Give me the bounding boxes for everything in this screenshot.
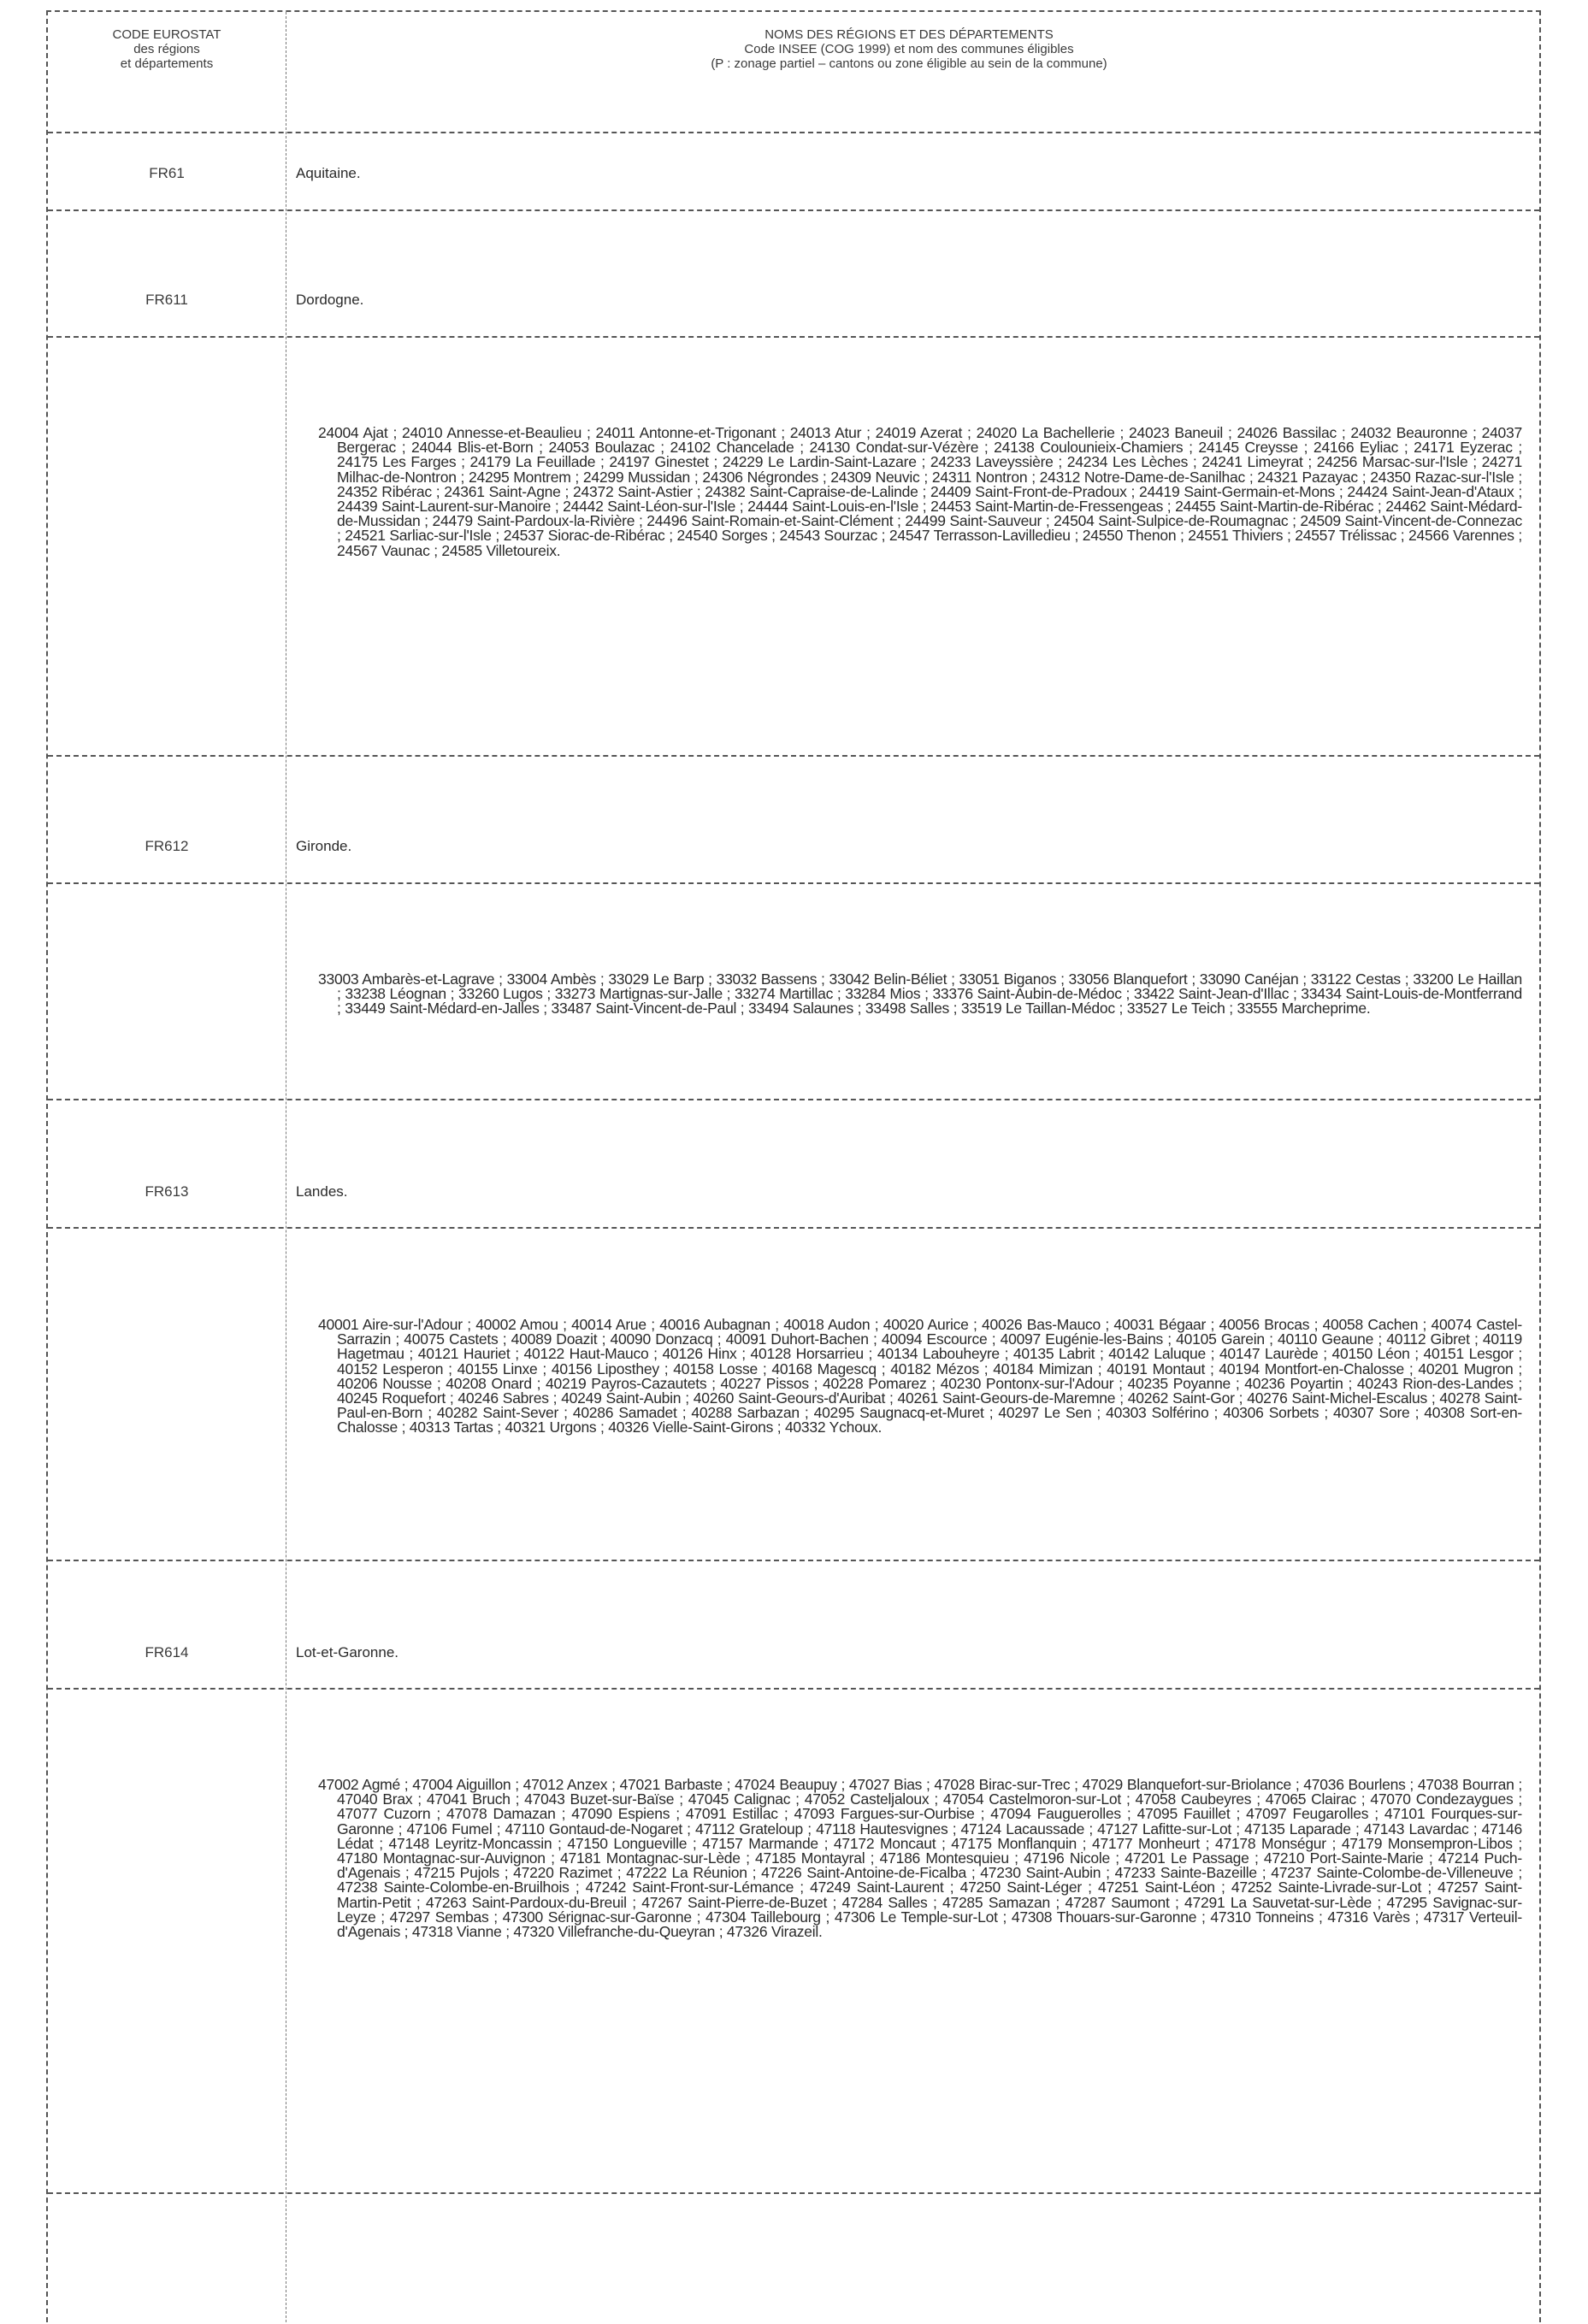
table-row bbox=[48, 1099, 1539, 1229]
regions-table bbox=[46, 10, 1541, 2322]
table-row bbox=[48, 336, 1539, 757]
name-column-header bbox=[296, 27, 1522, 71]
table-row bbox=[48, 1560, 1539, 1690]
table-row bbox=[48, 1227, 1539, 1561]
table-header-row bbox=[48, 12, 1539, 133]
table-row bbox=[48, 882, 1539, 1100]
communes-list: 40001 Aire-sur-l'Adour ; 40002 Amou ; 40014 Arue ; 40016 Aubagnan ; 40018 Audon ; 40020 Aurice ; 40026 Bas-Mauco ; 40031 Bégaar ; 40056 Brocas ; 40058 Cachen ; 40074 Castel-Sarrazin ; 40075 Castets ; 40089 Doazit ; 40090 Donzacq ; 40091 Duhort-Bachen ; 40094 Escource ; 40097 Eugénie-les-Bains ; 40105 Garein ; 40110 Geaune ; 40112 Gibret ; 40119 Hagetmau ; 40121 Hauriet ; 40122 Haut-Mauco ; 40126 Hinx ; 40128 Horsarrieu ; 40134 Labouheyre ; 40135 Labrit ; 40142 Laluque ; 40147 Laurède ; 40150 Léon ; 40151 Lesgor ; 40152 Lesperon ; 40155 Linxe ; 40156 Liposthey ; 40158 Losse ; 40168 Magescq ; 40182 Mézos ; 40184 Mimizan ; 40191 Montaut ; 40194 Montfort-en-Chalosse ; 40201 Mugron ; 40206 Nousse ; 40208 Onard ; 40219 Payros-Cazautets ; 40227 Pissos ; 40228 Pomarez ; 40230 Pontonx-sur-l'Adour ; 40235 Poyanne ; 40236 Poyartin ; 40243 Rion-des-Landes ; 40245 Roquefort ; 40246 Sabres ; 40249 Saint-Aubin ; 40260 Saint-Geours-d'Auribat ; 40261 Saint-Geours-de-Maremne ; 40262 Saint-Gor ; 40276 Saint-Michel-Escalus ; 40278 Saint-Paul-en-Born ; 40282 Saint-Sever ; 40286 Samadet ; 40288 Sarbazan ; 40295 Saugnacq-et-Muret ; 40297 Le Sen ; 40303 Solférino ; 40306 Sorbets ; 40307 Sore ; 40308 Sort-en-Chalosse ; 40313 Tartas ; 40321 Urgons ; 40326 Vielle-Saint-Girons ; 40332 Ychoux. bbox=[318, 1316, 1522, 1436]
department-code: FR614 bbox=[145, 1644, 189, 1660]
department-code: FR613 bbox=[145, 1183, 189, 1200]
table-row bbox=[48, 1688, 1539, 2194]
department-name: Lot-et-Garonne. bbox=[296, 1644, 399, 1660]
code-column-header bbox=[48, 27, 286, 71]
name-header-line-3: (P : zonage partiel – cantons ou zone éligible au sein de la commune) bbox=[711, 56, 1107, 71]
region-code: FR61 bbox=[149, 165, 185, 181]
department-name: Gironde. bbox=[296, 838, 352, 854]
table-row bbox=[48, 2192, 1539, 2324]
communes-list: 33003 Ambarès-et-Lagrave ; 33004 Ambès ; 33029 Le Barp ; 33032 Bassens ; 33042 Belin-Béliet ; 33051 Biganos ; 33056 Blanquefort ; 33090 Canéjan ; 33122 Cestas ; 33200 Le Haillan ; 33238 Léognan ; 33260 Lugos ; 33273 Martignas-sur-Jalle ; 33274 Martillac ; 33284 Mios ; 33376 Saint-Aubin-de-Médoc ; 33422 Saint-Jean-d'Illac ; 33434 Saint-Louis-de-Montferrand ; 33449 Saint-Médard-en-Jalles ; 33487 Saint-Vincent-de-Paul ; 33494 Salaunes ; 33498 Salles ; 33519 Le Taillan-Médoc ; 33527 Le Teich ; 33555 Marcheprime. bbox=[318, 970, 1522, 1017]
communes-list: 47002 Agmé ; 47004 Aiguillon ; 47012 Anzex ; 47021 Barbaste ; 47024 Beaupuy ; 47027 Bias ; 47028 Birac-sur-Trec ; 47029 Blanquefort-sur-Briolance ; 47036 Bourlens ; 47038 Bourran ; 47040 Brax ; 47041 Bruch ; 47043 Buzet-sur-Baïse ; 47045 Calignac ; 47052 Casteljaloux ; 47054 Castelmoron-sur-Lot ; 47058 Caubeyres ; 47065 Clairac ; 47070 Condezaygues ; 47077 Cuzorn ; 47078 Damazan ; 47090 Espiens ; 47091 Estillac ; 47093 Fargues-sur-Ourbise ; 47094 Fauguerolles ; 47095 Fauillet ; 47097 Feugarolles ; 47101 Fourques-sur-Garonne ; 47106 Fumel ; 47110 Gontaud-de-Nogaret ; 47112 Grateloup ; 47118 Hautesvignes ; 47124 Lacaussade ; 47127 Lafitte-sur-Lot ; 47135 Laparade ; 47143 Lavardac ; 47146 Lédat ; 47148 Leyritz-Moncassin ; 47150 Longueville ; 47157 Marmande ; 47172 Moncaut ; 47175 Monflanquin ; 47177 Monheurt ; 47178 Monségur ; 47179 Monsempron-Libos ; 47180 Montagnac-sur-Auvignon ; 47181 Montagnac-sur-Lède ; 47185 Montayral ; 47186 Montesquieu ; 47196 Nicole ; 47201 Le Passage ; 47210 Port-Sainte-Marie ; 47214 Puch-d'Agenais ; 47215 Pujols ; 47220 Razimet ; 47222 La Réunion ; 47226 Saint-Antoine-de-Ficalba ; 47230 Saint-Aubin ; 47233 Sainte-Bazeille ; 47237 Sainte-Colombe-de-Villeneuve ; 47238 Sainte-Colombe-en-Bruilhois ; 47242 Saint-Front-sur-Lémance ; 47249 Saint-Laurent ; 47250 Saint-Léger ; 47251 Saint-Léon ; 47252 Sainte-Livrade-sur-Lot ; 47257 Saint-Martin-Petit ; 47263 Saint-Pardoux-du-Breuil ; 47267 Saint-Pierre-de-Buzet ; 47284 Salles ; 47285 Samazan ; 47287 Saumont ; 47291 La Sauvetat-sur-Lède ; 47295 Savignac-sur-Leyze ; 47297 Sembas ; 47300 Sérignac-sur-Garonne ; 47304 Taillebourg ; 47306 Le Temple-sur-Lot ; 47308 Thouars-sur-Garonne ; 47310 Tonneins ; 47316 Varès ; 47317 Verteuil-d'Agenais ; 47318 Vianne ; 47320 Villefranche-du-Queyran ; 47326 Virazeil. bbox=[318, 1776, 1522, 1941]
department-name: Landes. bbox=[296, 1183, 348, 1200]
department-code: FR611 bbox=[145, 292, 188, 308]
table-row bbox=[48, 755, 1539, 884]
table-row bbox=[48, 132, 1539, 211]
code-header-line-1: CODE EUROSTAT bbox=[112, 27, 221, 42]
name-header-line-1: NOMS DES RÉGIONS ET DES DÉPARTEMENTS bbox=[764, 27, 1054, 42]
code-header-line-3: et départements bbox=[120, 56, 214, 71]
communes-list: 24004 Ajat ; 24010 Annesse-et-Beaulieu ; 24011 Antonne-et-Trigonant ; 24013 Atur ; 24019 Azerat ; 24020 La Bachellerie ; 24023 Baneuil ; 24026 Bassilac ; 24032 Beauronne ; 24037 Bergerac ; 24044 Blis-et-Born ; 24053 Boulazac ; 24102 Chancelade ; 24130 Condat-sur-Vézère ; 24138 Coulounieix-Chamiers ; 24145 Creysse ; 24166 Eyliac ; 24171 Eyzerac ; 24175 Les Farges ; 24179 La Feuillade ; 24197 Ginestet ; 24229 Le Lardin-Saint-Lazare ; 24233 Laveyssière ; 24234 Les Lèches ; 24241 Limeyrat ; 24256 Marsac-sur-l'Isle ; 24271 Milhac-de-Nontron ; 24295 Montrem ; 24299 Mussidan ; 24306 Négrondes ; 24309 Neuvic ; 24311 Nontron ; 24312 Notre-Dame-de-Sanilhac ; 24321 Pazayac ; 24350 Razac-sur-l'Isle ; 24352 Ribérac ; 24361 Saint-Agne ; 24372 Saint-Astier ; 24382 Saint-Capraise-de-Lalinde ; 24409 Saint-Front-de-Pradoux ; 24419 Saint-Germain-et-Mons ; 24424 Saint-Jean-d'Ataux ; 24439 Saint-Laurent-sur-Manoire ; 24442 Saint-Léon-sur-l'Isle ; 24444 Saint-Louis-en-l'Isle ; 24453 Saint-Martin-de-Fressengeas ; 24455 Saint-Martin-de-Ribérac ; 24462 Saint-Médard-de-Mussidan ; 24479 Saint-Pardoux-la-Rivière ; 24496 Saint-Romain-et-Saint-Clément ; 24499 Saint-Sauveur ; 24504 Saint-Sulpice-de-Roumagnac ; 24509 Saint-Vincent-de-Connezac ; 24521 Sarliac-sur-l'Isle ; 24537 Siorac-de-Ribérac ; 24540 Sorges ; 24543 Sourzac ; 24547 Terrasson-Lavilledieu ; 24550 Thenon ; 24551 Thiviers ; 24557 Trélissac ; 24566 Varennes ; 24567 Vaunac ; 24585 Villetoureix. bbox=[318, 424, 1522, 559]
table-row bbox=[48, 209, 1539, 338]
name-header-line-2: Code INSEE (COG 1999) et nom des communes éligibles bbox=[744, 42, 1074, 56]
department-name: Dordogne. bbox=[296, 292, 364, 308]
code-header-line-2: des régions bbox=[133, 42, 200, 56]
department-code: FR612 bbox=[145, 838, 189, 854]
region-name: Aquitaine. bbox=[296, 165, 361, 181]
